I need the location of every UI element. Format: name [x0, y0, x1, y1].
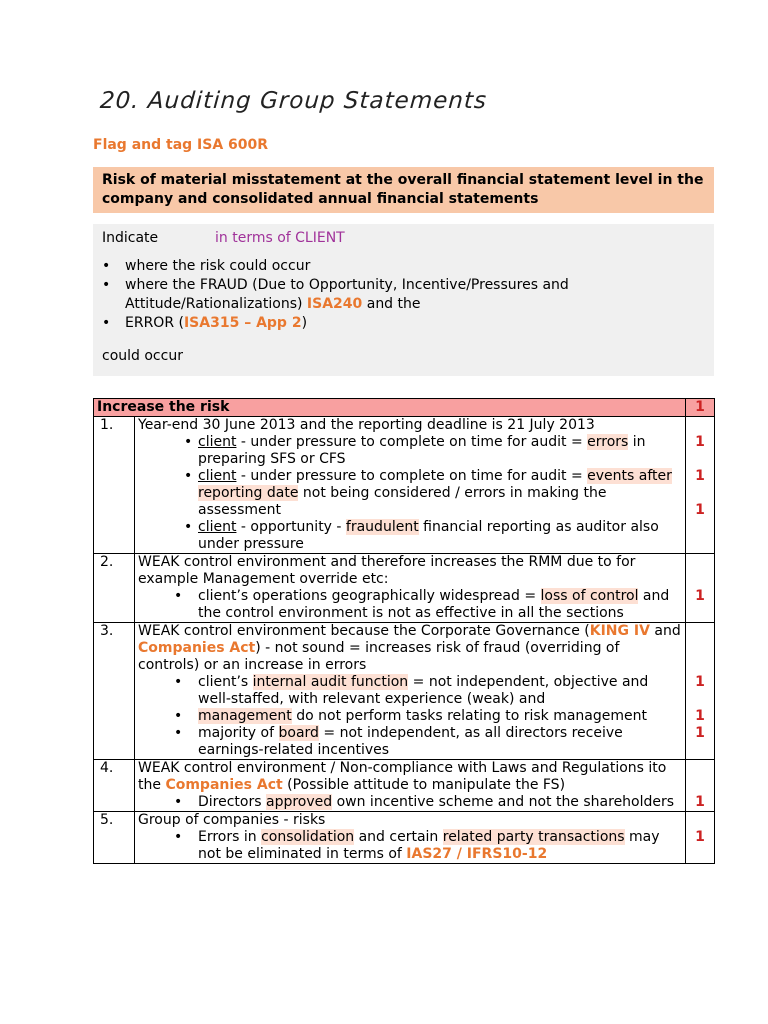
row-content: WEAK control environment and therefore increases the RMM due to for example Management override etc: • client’s operations geographically widespread = loss of control and the control environment is not as effective in all the sections	[135, 554, 686, 623]
indicate-term: in terms of CLIENT	[215, 230, 345, 246]
list-item: • management do not perform tasks relating to risk management	[174, 708, 682, 725]
row-number: 1.	[94, 417, 135, 554]
mark: 1	[695, 829, 705, 845]
act-reference: Companies Act	[138, 640, 256, 656]
row-content: WEAK control environment because the Corporate Governance (KING IV and Companies Act) - not sound = increases risk of fraud (overriding of controls) or an increase in errors • client’s internal audit function = not independent, objective and well-staffed, with relevant experience (weak) and • management do not perform tasks relating to risk management • majority of board = not independent, as all directors receive earnings-related incentives	[135, 623, 686, 760]
table-row	[94, 417, 715, 554]
marks	[686, 417, 715, 554]
row-content: Year-end 30 June 2013 and the reporting deadline is 21 July 2013 • client - under pressure to complete on time for audit = errors in preparing SFS or CFS • client - under pressure to complete on time for audit = events after reporting date not being considered / errors in making the assessment • client - opportunity - fraudulent financial reporting as auditor also under pressure	[135, 417, 686, 554]
list-item: • client’s operations geographically widespread = loss of control and the control environment is not as effective in all the sections	[174, 588, 682, 622]
mark: 1	[695, 674, 705, 690]
table-row	[94, 760, 715, 812]
marks	[686, 623, 715, 760]
mark: 1	[686, 399, 715, 417]
list-item: • Directors approved own incentive scheme and not the shareholders	[174, 794, 682, 811]
isa-reference: ISA315 – App 2	[183, 315, 302, 331]
table-header: Increase the risk	[94, 399, 686, 417]
indicate-list	[102, 257, 705, 333]
table-row	[94, 812, 715, 864]
mark: 1	[695, 588, 705, 604]
list-item: • client - opportunity - fraudulent financial reporting as auditor also under pressure	[184, 519, 682, 553]
row-number: 5.	[94, 812, 135, 864]
list-item: • where the FRAUD (Due to Opportunity, Incentive/Pressures and Attitude/Rationalizations) ISA240 and the	[102, 276, 705, 314]
list-item: • where the risk could occur	[102, 257, 705, 276]
risk-heading-box: Risk of material misstatement at the overall financial statement level in the company and consolidated annual financial statements	[93, 167, 714, 213]
standard-reference: IAS27 / IFRS10-12	[406, 846, 548, 862]
mark: 1	[695, 708, 705, 724]
table-header-row	[94, 399, 715, 417]
table-row	[94, 623, 715, 760]
list-item: • client’s internal audit function = not independent, objective and well-staffed, with relevant experience (weak) and	[174, 674, 682, 708]
marks	[686, 554, 715, 623]
risk-table	[93, 398, 715, 864]
list-item: • ERROR (ISA315 – App 2)	[102, 314, 705, 333]
act-reference: KING IV	[589, 623, 650, 639]
row-number: 3.	[94, 623, 135, 760]
mark: 1	[695, 725, 705, 741]
act-reference: Companies Act	[165, 777, 283, 793]
list-item: • majority of board = not independent, as all directors receive earnings-related incentives	[174, 725, 682, 759]
list-item: • client - under pressure to complete on time for audit = events after reporting date not being considered / errors in making the assessment	[184, 468, 682, 519]
indicate-box	[93, 224, 714, 376]
marks	[686, 812, 715, 864]
table-row	[94, 554, 715, 623]
marks	[686, 760, 715, 812]
mark: 1	[695, 434, 705, 450]
mark: 1	[695, 502, 705, 518]
row-content: WEAK control environment / Non-compliance with Laws and Regulations ito the Companies Act (Possible attitude to manipulate the FS) • Directors approved own incentive scheme and not the shareholders	[135, 760, 686, 812]
indicate-closing: could occur	[102, 348, 183, 364]
mark: 1	[695, 468, 705, 484]
page-title: 20. Auditing Group Statements	[99, 88, 488, 114]
list-item: • Errors in consolidation and certain related party transactions may not be eliminated in terms of IAS27 / IFRS10-12	[174, 829, 682, 863]
flag-tag-heading: Flag and tag ISA 600R	[93, 137, 269, 153]
indicate-label: Indicate	[102, 230, 159, 246]
row-content: Group of companies - risks • Errors in consolidation and certain related party transactions may not be eliminated in terms of IAS27 / IFRS10-12	[135, 812, 686, 864]
row-number: 4.	[94, 760, 135, 812]
row-number: 2.	[94, 554, 135, 623]
list-item: • client - under pressure to complete on time for audit = errors in preparing SFS or CFS	[184, 434, 682, 468]
mark: 1	[695, 794, 705, 810]
isa-reference: ISA240	[306, 296, 363, 312]
